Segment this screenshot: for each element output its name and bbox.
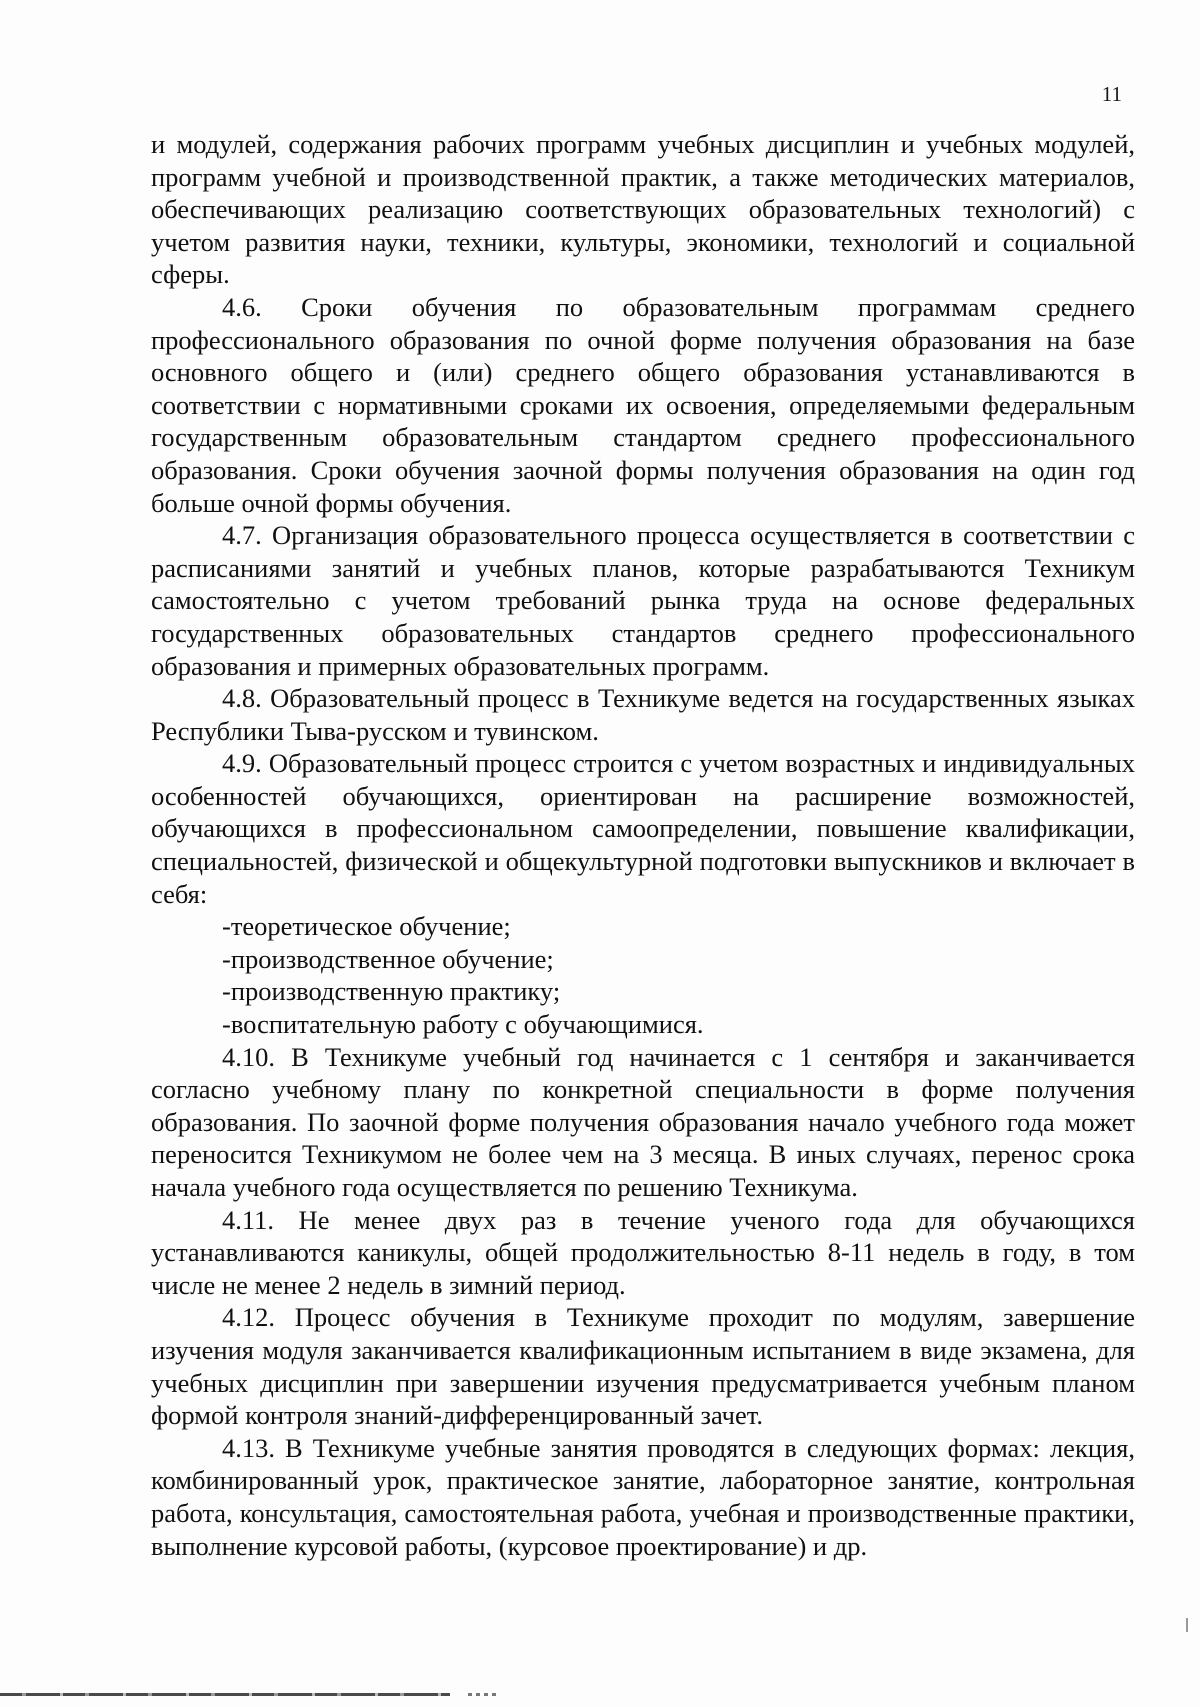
list-item-practice: -производственную практику; <box>222 976 561 1007</box>
bottom-scan-dots <box>468 1693 496 1696</box>
list-item-education-work: -воспитательную работу с обучающимися. <box>222 1009 704 1040</box>
paragraph-4-7: 4.7. Организация образовательного процесса осуществляется в соответствии с расписаниями занятий и учебных планов, которые разрабатываются Техникум самостоятельно с учетом требований рынка труда на основе федеральных государственных образовательных стандартов среднего профессионального образования и примерных образовательных программ. <box>151 520 1135 681</box>
margin-scan-mark <box>1186 1618 1188 1632</box>
paragraph-4-12: 4.12. Процесс обучения в Техникуме проходит по модулям, завершение изучения модуля заканчивается квалификационным испытанием в виде экзамена, для учебных дисциплин при завершении изучения предусматривается учебным планом формой контроля знаний-дифференцированный зачет. <box>151 1302 1135 1431</box>
paragraph-4-10: 4.10. В Техникуме учебный год начинается с 1 сентября и заканчивается согласно учебному плану по конкретной специальности в форме получения образования. По заочной форме получения образования начало учебного года может переносится Техникумом не более чем на 3 месяца. В иных случаях, перенос срока начала учебного года осуществляется по решению Техникума. <box>151 1041 1135 1202</box>
document-body <box>151 128 1135 1562</box>
bottom-scan-line <box>0 1693 450 1696</box>
paragraph-4-13: 4.13. В Техникуме учебные занятия проводятся в следующих формах: лекция, комбинированный урок, практическое занятие, лабораторное занятие, контрольная работа, консультация, самостоятельная работа, учебная и производственные практики, выполнение курсовой работы, (курсовое проектирование) и др. <box>151 1432 1135 1561</box>
list-item-production-training: -производственное обучение; <box>222 943 554 974</box>
page-number: 11 <box>1101 82 1122 106</box>
paragraph-4-11: 4.11. Не менее двух раз в течение ученого года для обучающихся устанавливаются каникулы, общей продолжительностью 8-11 недель в году, в том числе не менее 2 недель в зимний период. <box>151 1204 1135 1300</box>
paragraph-continuation: и модулей, содержания рабочих программ учебных дисциплин и учебных модулей, программ учебной и производственной практик, а также методических материалов, обеспечивающих реализацию соответствующих образовательных технологий) с учетом развития науки, техники, культуры, экономики, технологий и социальной сферы. <box>151 129 1135 290</box>
paragraph-4-8: 4.8. Образовательный процесс в Техникуме ведется на государственных языках Республики Тыва-русском и тувинском. <box>151 683 1135 746</box>
list-item-theory: -теоретическое обучение; <box>222 911 511 942</box>
paragraph-4-9: 4.9. Образовательный процесс строится с учетом возрастных и индивидуальных особенностей обучающихся, ориентирован на расширение возможностей, обучающихся в профессиональном самоопределении, повышение квалификации, специальностей, физической и общекультурной подготовки выпускников и включает в себя: <box>151 748 1135 909</box>
paragraph-4-6: 4.6. Сроки обучения по образовательным программам среднего профессионального образования по очной форме получения образования на базе основного общего и (или) среднего общего образования устанавливаются в соответствии с нормативными сроками их освоения, определяемыми федеральным государственным образовательным стандартом среднего профессионального образования. Сроки обучения заочной формы получения образования на один год больше очной формы обучения. <box>151 291 1135 518</box>
